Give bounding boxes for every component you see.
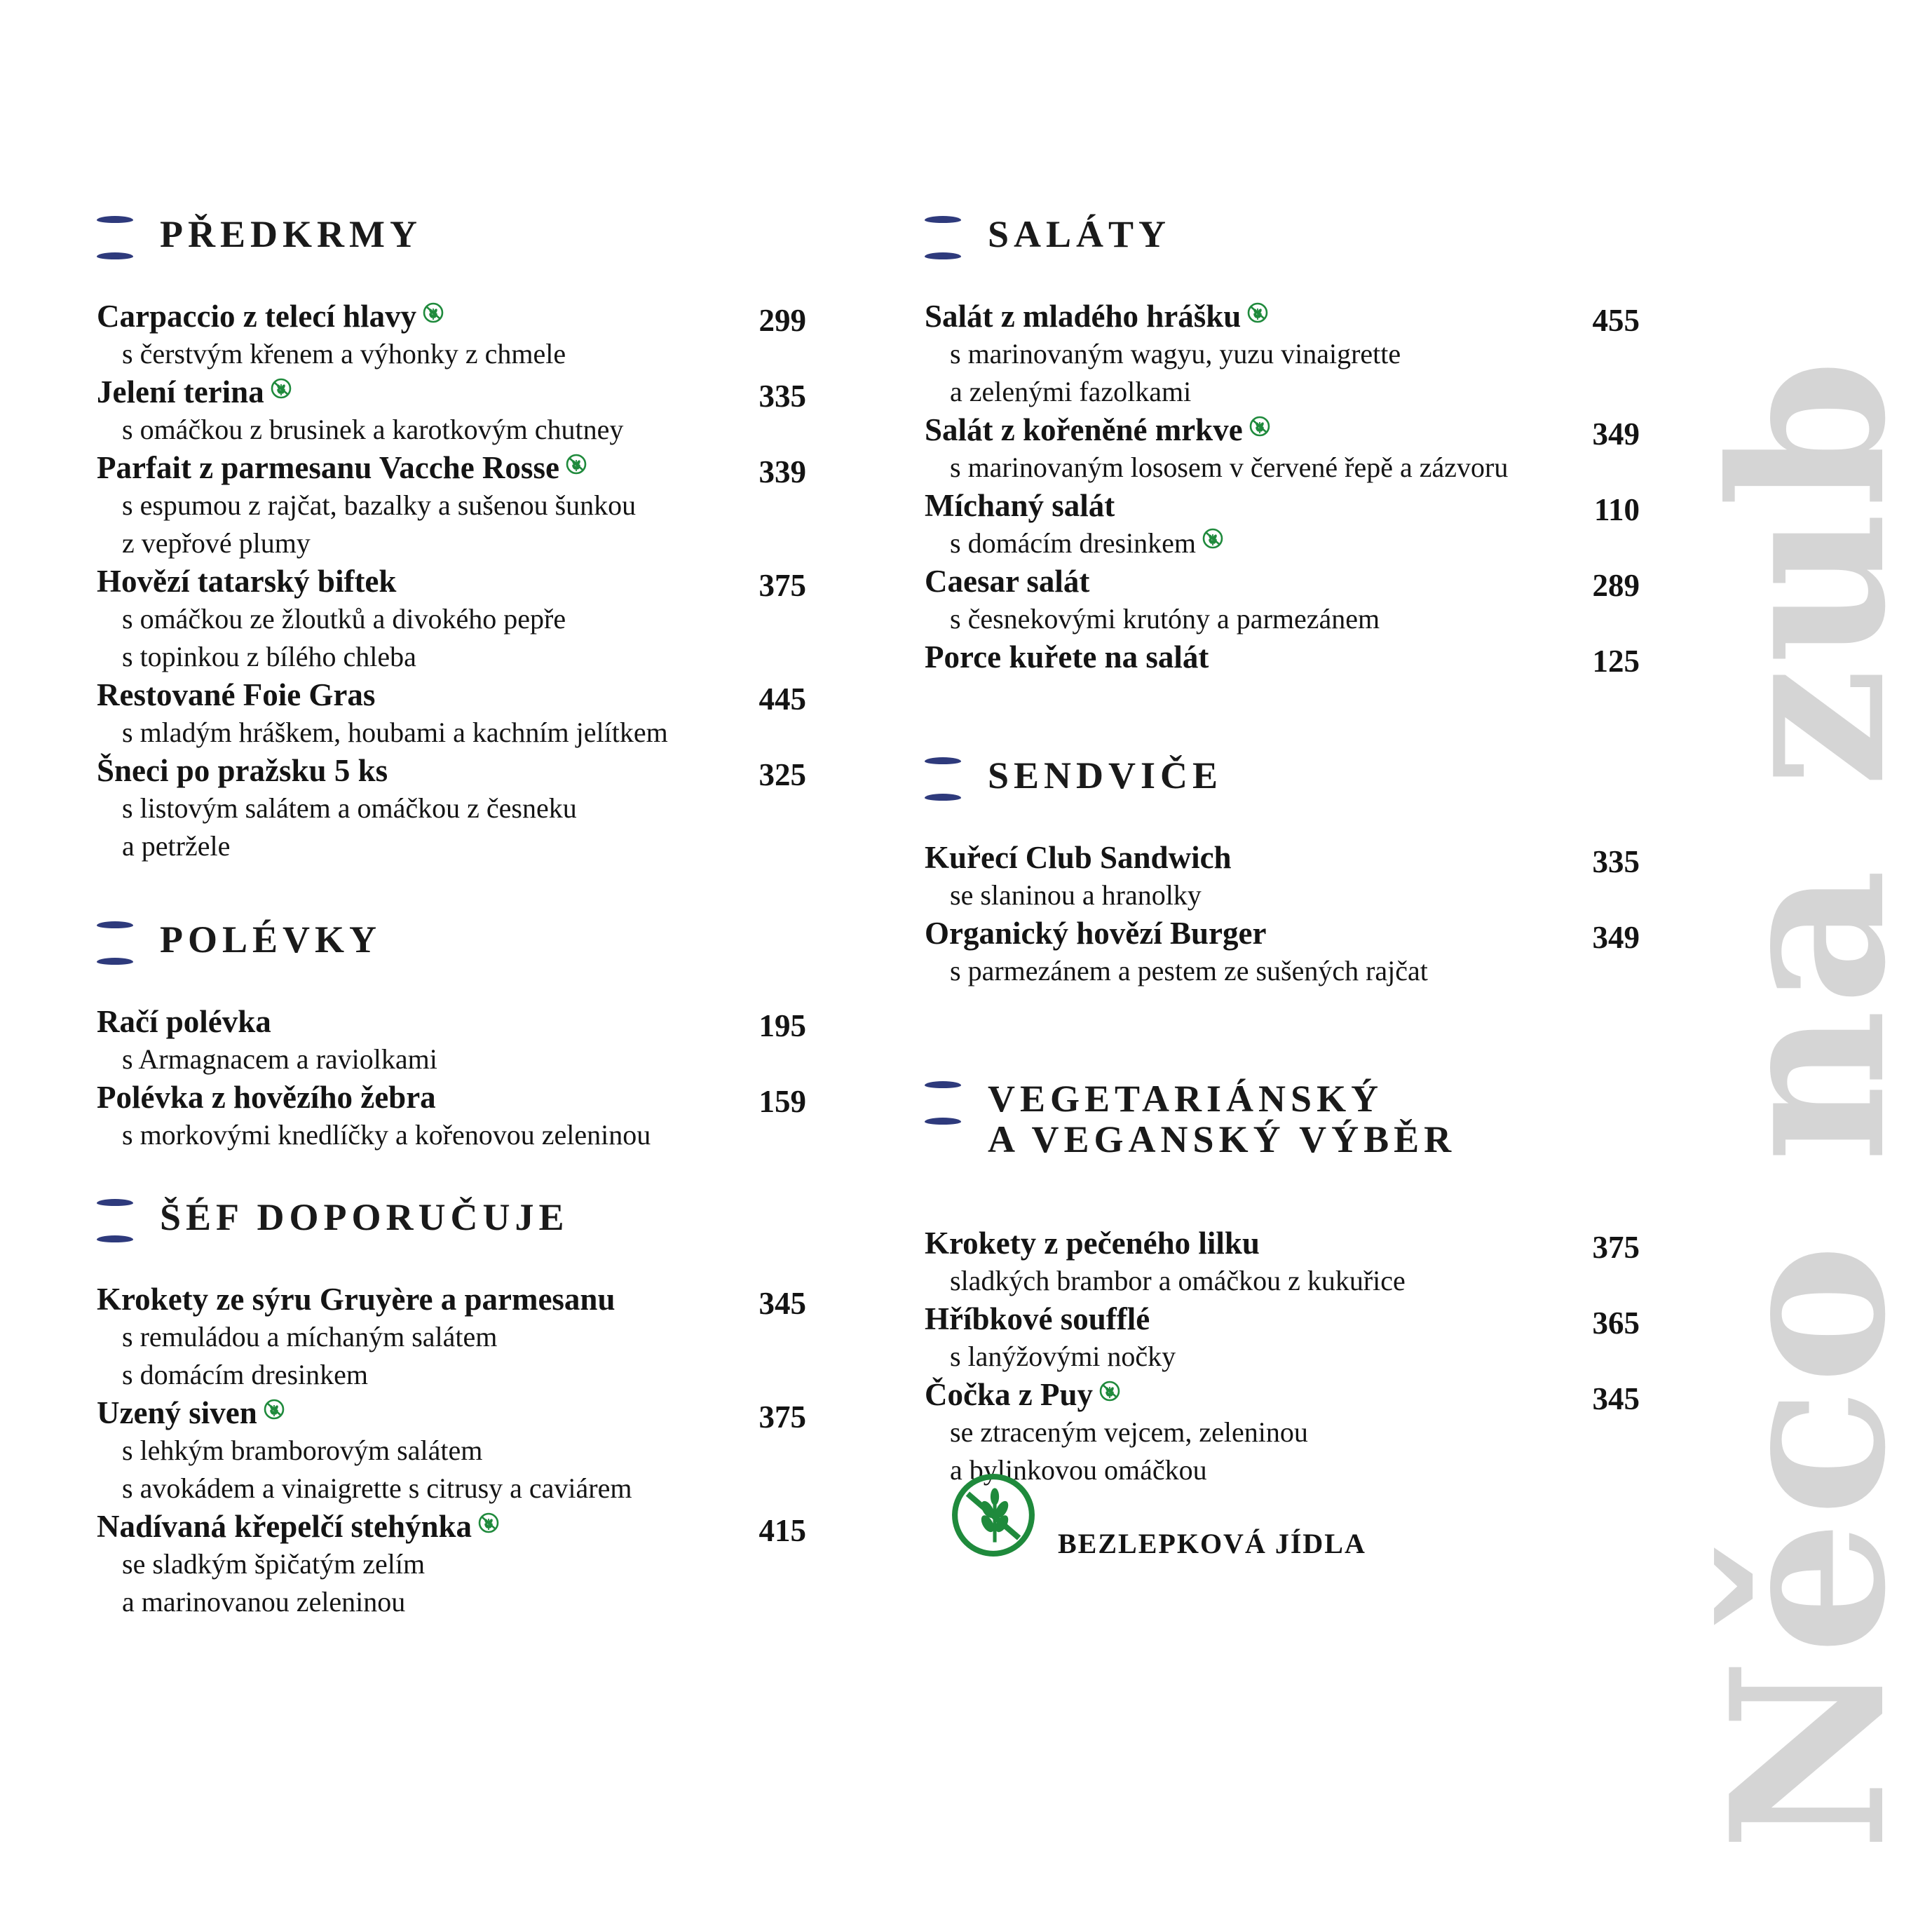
menu-item-name-line [97, 1078, 806, 1116]
menu-item-name-line [97, 562, 806, 600]
gluten-free-icon [477, 1512, 500, 1534]
menu-item-price: 365 [1592, 1306, 1640, 1341]
menu-item [925, 1224, 1640, 1300]
menu-item-price: 415 [758, 1513, 806, 1548]
menu-item-price: 335 [758, 379, 806, 414]
menu-item-name-line [925, 638, 1640, 676]
menu-item-name-line [97, 1507, 806, 1545]
menu-item-name-line [97, 373, 806, 411]
menu-item-name-line [97, 752, 806, 789]
menu-item [925, 297, 1640, 411]
menu-section [97, 1193, 806, 1621]
menu-item-description-text: s omáčkou ze žloutků a divokého pepře [122, 603, 566, 635]
menu-item [925, 914, 1640, 990]
menu-item-description [97, 789, 806, 827]
menu-item-name: Polévka z hovězího žebra [97, 1080, 436, 1115]
menu-item-description [925, 373, 1640, 411]
menu-item [97, 1394, 806, 1507]
menu-item-description-text: s listovým salátem a omáčkou z česneku [122, 792, 577, 824]
menu-item-description-text: z vepřové plumy [122, 527, 311, 559]
menu-item-description-text: a petržele [122, 830, 231, 862]
menu-item-description-text: sladkých brambor a omáčkou z kukuřice [950, 1265, 1406, 1296]
menu-item-description-text: se ztraceným vejcem, zeleninou [950, 1416, 1308, 1448]
menu-item-description [97, 1545, 806, 1583]
menu-item-name-line [925, 1376, 1640, 1414]
gluten-free-icon [270, 377, 292, 400]
menu-item-price: 299 [758, 303, 806, 338]
menu-item-price: 345 [758, 1286, 806, 1321]
section-title: ŠÉF DOPORUČUJE [160, 1196, 569, 1238]
menu-item-name: Carpaccio z telecí hlavy [97, 299, 417, 334]
menu-item-list [925, 1224, 1640, 1489]
section-bars-icon [97, 1199, 133, 1242]
menu-item-name: Parfait z parmesanu Vacche Rosse [97, 450, 559, 485]
menu-item-description [97, 827, 806, 865]
menu-item-description-text: se sladkým špičatým zelím [122, 1548, 426, 1580]
menu-item [97, 1003, 806, 1078]
menu-item-name-line [97, 297, 806, 335]
menu-item [97, 1280, 806, 1394]
section-header [925, 1076, 1640, 1167]
menu-item-description [925, 449, 1640, 487]
menu-item-price: 349 [1592, 416, 1640, 452]
menu-item-description [97, 1040, 806, 1078]
menu-item-name-line [925, 1300, 1640, 1338]
menu-item [925, 839, 1640, 914]
menu-item-price: 335 [1592, 844, 1640, 879]
menu-item-name: Jelení terina [97, 374, 264, 409]
menu-item-name-line [97, 1003, 806, 1040]
gluten-free-icon [1202, 527, 1224, 550]
menu-item-description-text: s lehkým bramborovým salátem [122, 1435, 483, 1466]
menu-item-price: 195 [758, 1008, 806, 1043]
section-title: VEGETARIÁNSKÝ A VEGANSKÝ VÝBĚR [988, 1078, 1457, 1160]
menu-item-name-line [925, 1224, 1640, 1262]
section-title: SENDVIČE [988, 754, 1223, 796]
menu-item-price: 125 [1592, 644, 1640, 679]
menu-item-name: Organický hovězí Burger [925, 916, 1267, 951]
menu-item-description [97, 714, 806, 752]
menu-item [97, 1078, 806, 1154]
menu-item-description-text: s parmezánem a pestem ze sušených rajčat [950, 955, 1428, 987]
menu-section [925, 752, 1640, 990]
menu-item-name: Kuřecí Club Sandwich [925, 840, 1232, 875]
menu-item-description [925, 524, 1640, 562]
vertical-watermark-title: Něco na zub [1685, 355, 1932, 1851]
menu-item-name: Salát z kořeněné mrkve [925, 412, 1243, 447]
menu-item-price: 325 [758, 757, 806, 792]
menu-item-description-text: s marinovaným wagyu, yuzu vinaigrette [950, 338, 1401, 370]
menu-item-list [925, 839, 1640, 990]
menu-section [97, 210, 806, 865]
menu-item-name: Račí polévka [97, 1004, 271, 1039]
gluten-free-icon [951, 1472, 1036, 1558]
menu-item-description-text: se slaninou a hranolky [950, 879, 1202, 911]
menu-item-name: Krokety ze sýru Gruyère a parmesanu [97, 1282, 615, 1317]
menu-item-description [97, 1583, 806, 1621]
menu-item-description-text: s morkovými knedlíčky a kořenovou zeleninou [122, 1119, 651, 1151]
menu-item-name-line [97, 449, 806, 487]
menu-item-name-line [925, 487, 1640, 524]
menu-item-name-line [925, 297, 1640, 335]
menu-item-description-text: s česnekovými krutóny a parmezánem [950, 603, 1380, 635]
menu-item-list [97, 1280, 806, 1621]
menu-item-name: Uzený siven [97, 1395, 257, 1430]
menu-item-name: Míchaný salát [925, 488, 1115, 523]
section-bars-icon [925, 757, 961, 801]
menu-item-description [97, 1470, 806, 1507]
menu-item-description [97, 411, 806, 449]
menu-item-name: Čočka z Puy [925, 1377, 1093, 1412]
section-title: PŘEDKRMY [160, 213, 422, 255]
menu-item-price: 445 [758, 682, 806, 717]
menu-item-description [97, 1432, 806, 1470]
menu-item [97, 373, 806, 449]
menu-item [925, 638, 1640, 679]
menu-item-description-text: a bylinkovou omáčkou [950, 1454, 1207, 1486]
menu-section [925, 210, 1640, 679]
gluten-free-icon [422, 301, 444, 324]
right-menu-column [925, 210, 1640, 1489]
menu-item-description-text: s mladým hráškem, houbami a kachním jelítkem [122, 717, 668, 748]
left-menu-column [97, 210, 806, 1621]
menu-item-description [925, 1338, 1640, 1376]
menu-item-description-text: s topinkou z bílého chleba [122, 641, 416, 672]
menu-item-list [97, 297, 806, 865]
menu-item-description [925, 335, 1640, 373]
menu-item-description [97, 524, 806, 562]
section-bars-icon [925, 216, 961, 259]
legend-label: BEZLEPKOVÁ JÍDLA [1058, 1528, 1366, 1559]
menu-item-name: Krokety z pečeného lilku [925, 1226, 1260, 1261]
menu-item-description-text: s čerstvým křenem a výhonky z chmele [122, 338, 566, 370]
menu-item-description [97, 335, 806, 373]
menu-item-name-line [925, 839, 1640, 876]
menu-item-price: 345 [1592, 1381, 1640, 1416]
gluten-free-icon [1246, 301, 1269, 324]
menu-section [925, 1076, 1640, 1489]
section-header [97, 210, 806, 261]
menu-item-price: 455 [1592, 303, 1640, 338]
gluten-free-legend [951, 1472, 1441, 1571]
menu-item-description-text: s avokádem a vinaigrette s citrusy a caviárem [122, 1472, 632, 1504]
menu-item-name-line [97, 676, 806, 714]
menu-item-description-text: s lanýžovými nočky [950, 1341, 1176, 1372]
menu-item-price: 110 [1593, 492, 1640, 527]
section-header [925, 210, 1640, 261]
menu-item-description [97, 600, 806, 638]
menu-item-description-text: s remuládou a míchaným salátem [122, 1321, 498, 1353]
menu-item-price: 159 [758, 1084, 806, 1119]
gluten-free-icon [1098, 1380, 1121, 1402]
menu-item-description-text: a marinovanou zeleninou [122, 1586, 406, 1618]
menu-item-name: Nadívaná křepelčí stehýnka [97, 1509, 472, 1544]
menu-item-description [925, 952, 1640, 990]
gluten-free-icon [263, 1398, 285, 1421]
menu-item-price: 349 [1592, 920, 1640, 955]
menu-item-description-text: s espumou z rajčat, bazalky a sušenou šunkou [122, 489, 637, 521]
gluten-free-icon [565, 453, 587, 475]
menu-item-name: Hříbkové soufflé [925, 1301, 1150, 1336]
menu-item-description-text: s domácím dresinkem [122, 1359, 369, 1390]
menu-item [97, 676, 806, 752]
menu-item [97, 1507, 806, 1621]
menu-item [925, 487, 1640, 562]
menu-item-description [925, 876, 1640, 914]
menu-item-description [97, 1318, 806, 1356]
menu-item-description [97, 1356, 806, 1394]
menu-item-description-text: s omáčkou z brusinek a karotkovým chutney [122, 414, 624, 445]
menu-item-description-text: s domácím dresinkem [950, 527, 1197, 559]
menu-item-description [925, 600, 1640, 638]
menu-item-name: Hovězí tatarský biftek [97, 564, 397, 599]
menu-item-name: Caesar salát [925, 564, 1090, 599]
menu-item-name: Šneci po pražsku 5 ks [97, 753, 388, 788]
menu-item [925, 1300, 1640, 1376]
menu-item-price: 375 [1592, 1230, 1640, 1265]
menu-item-name-line [97, 1394, 806, 1432]
menu-item [97, 562, 806, 676]
menu-section [97, 916, 806, 1154]
section-bars-icon [925, 1081, 961, 1125]
menu-item-name-line [925, 562, 1640, 600]
section-bars-icon [97, 921, 133, 965]
menu-item-price: 375 [758, 568, 806, 603]
menu-item-name: Salát z mladého hrášku [925, 299, 1241, 334]
gluten-free-icon [1249, 415, 1271, 438]
menu-item-price: 289 [1592, 568, 1640, 603]
menu-item [97, 449, 806, 562]
section-header [97, 916, 806, 966]
menu-item-name-line [925, 411, 1640, 449]
menu-item-price: 375 [758, 1399, 806, 1435]
menu-item-list [97, 1003, 806, 1154]
menu-item-name-line [925, 914, 1640, 952]
menu-item-list [925, 297, 1640, 679]
menu-item-name-line [97, 1280, 806, 1318]
section-bars-icon [97, 216, 133, 259]
menu-item-description [925, 1414, 1640, 1451]
menu-item-description [925, 1262, 1640, 1300]
menu-item [97, 297, 806, 373]
section-header [925, 752, 1640, 802]
menu-item [97, 752, 806, 865]
menu-item-description-text: s Armagnacem a raviolkami [122, 1043, 437, 1075]
menu-item-description [97, 1116, 806, 1154]
section-title: POLÉVKY [160, 918, 382, 961]
menu-item [925, 562, 1640, 638]
menu-item-name: Porce kuřete na salát [925, 639, 1209, 674]
menu-item-description [97, 487, 806, 524]
menu-item-price: 339 [758, 454, 806, 489]
menu-item-description-text: a zelenými fazolkami [950, 376, 1192, 407]
menu-item [925, 411, 1640, 487]
menu-item-description-text: s marinovaným lososem v červené řepě a zázvoru [950, 452, 1509, 483]
section-title: SALÁTY [988, 213, 1171, 255]
menu-item-description [97, 638, 806, 676]
section-header [97, 1193, 806, 1244]
menu-item-name: Restované Foie Gras [97, 677, 376, 712]
